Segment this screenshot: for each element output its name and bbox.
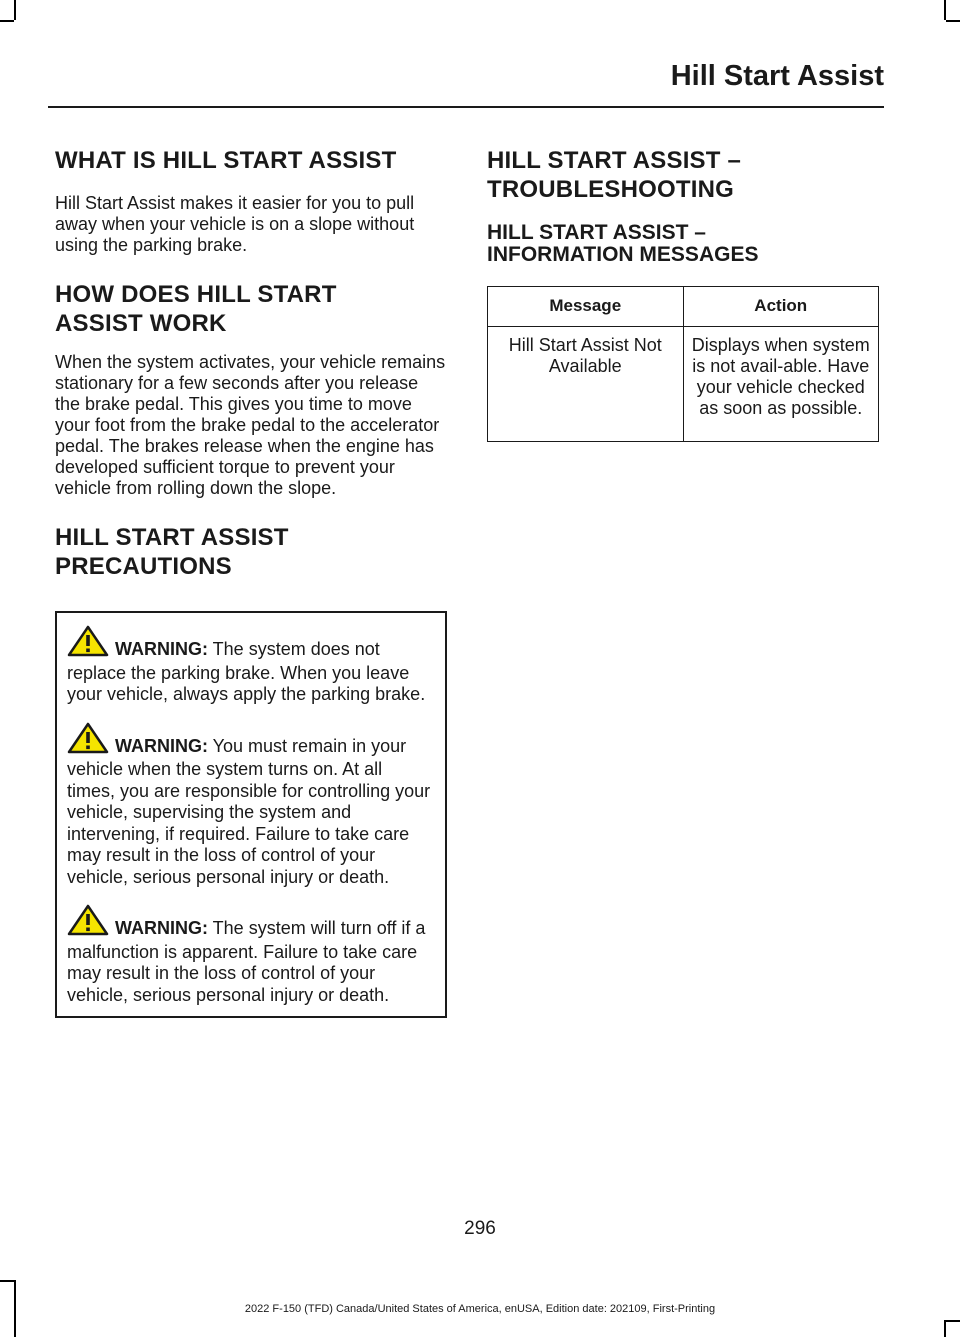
how-body: When the system activates, your vehicle remains stationary for a few seconds after you release the brake pedal. This gives you time to move your foot from the brake pedal to the accelerator pedal. The brakes release when the engine has developed sufficient torque to prevent your vehicle from rolling down the slope.: [55, 352, 446, 498]
header-rule: [48, 106, 884, 108]
precautions-heading-line-2: PRECAUTIONS: [55, 553, 232, 580]
warning-box: [55, 611, 447, 1018]
crop-mark: [944, 0, 946, 20]
how-heading-line-2: ASSIST WORK: [55, 310, 227, 337]
warning-text: The system does not replace the parking brake. When you leave your vehicle, always apply the parking brake.: [67, 639, 426, 704]
table-row: [488, 327, 879, 442]
warning-text: The system will turn off if a malfunction is apparent. Failure to take care may result in the loss of control of your vehicle, serious personal injury or death.: [67, 918, 426, 1005]
warning-3: [67, 904, 435, 1006]
footer-edition: 2022 F-150 (TFD) Canada/United States of America, enUSA, Edition date: 202109, First-Printing: [244, 1303, 716, 1315]
troubleshooting-heading-line-1: HILL START ASSIST –: [487, 147, 742, 174]
precautions-heading-line-1: HILL START ASSIST: [55, 524, 289, 551]
warning-label: WARNING:: [115, 735, 208, 756]
crop-mark: [14, 0, 16, 20]
crop-mark: [0, 20, 14, 22]
warning-label: WARNING:: [115, 639, 208, 659]
troubleshooting-heading: [487, 146, 879, 204]
troubleshooting-heading-line-2: TROUBLESHOOTING: [487, 176, 734, 203]
warning-label: WARNING:: [115, 918, 208, 938]
warning-triangle-icon: [67, 625, 109, 663]
warning-triangle-icon: [67, 904, 109, 942]
precautions-heading: [55, 523, 447, 581]
page-header-title: Hill Start Assist: [670, 60, 884, 92]
right-column: [487, 146, 879, 442]
crop-mark: [946, 1320, 960, 1322]
warning-2: [67, 722, 435, 889]
messages-table: [487, 286, 879, 442]
column-header-message: Message: [488, 287, 684, 327]
info-heading-line-1: HILL START ASSIST –: [487, 221, 706, 244]
left-column: [55, 146, 447, 1018]
warning-1: [67, 625, 435, 706]
crop-mark: [944, 1320, 946, 1337]
warning-text: You must remain in your vehicle when the system turns on. At all times, you are responsible for controlling your vehicle, supervising the system and intervening, if required. Failure to take care may result in the loss of control of your vehicle, serious personal injury or death.: [67, 735, 431, 887]
info-messages-heading: [487, 222, 879, 266]
warning-triangle-icon: [67, 722, 109, 760]
table-cell-action: Displays when system is not avail-able. Have your vehicle checked as soon as possible.: [683, 327, 879, 442]
table-cell-message: Hill Start Assist Not Available: [488, 327, 684, 442]
info-heading-line-2: INFORMATION MESSAGES: [487, 243, 759, 266]
column-header-action: Action: [683, 287, 879, 327]
crop-mark: [946, 20, 960, 22]
how-heading-line-1: HOW DOES HILL START: [55, 281, 337, 308]
how-heading: [55, 280, 447, 338]
crop-mark: [0, 1280, 14, 1282]
what-heading: WHAT IS HILL START ASSIST: [55, 147, 397, 174]
table-header-row: [488, 287, 879, 327]
page-number: 296: [464, 1218, 496, 1239]
what-body: Hill Start Assist makes it easier for you to pull away when your vehicle is on a slope without using the parking brake.: [55, 193, 415, 255]
